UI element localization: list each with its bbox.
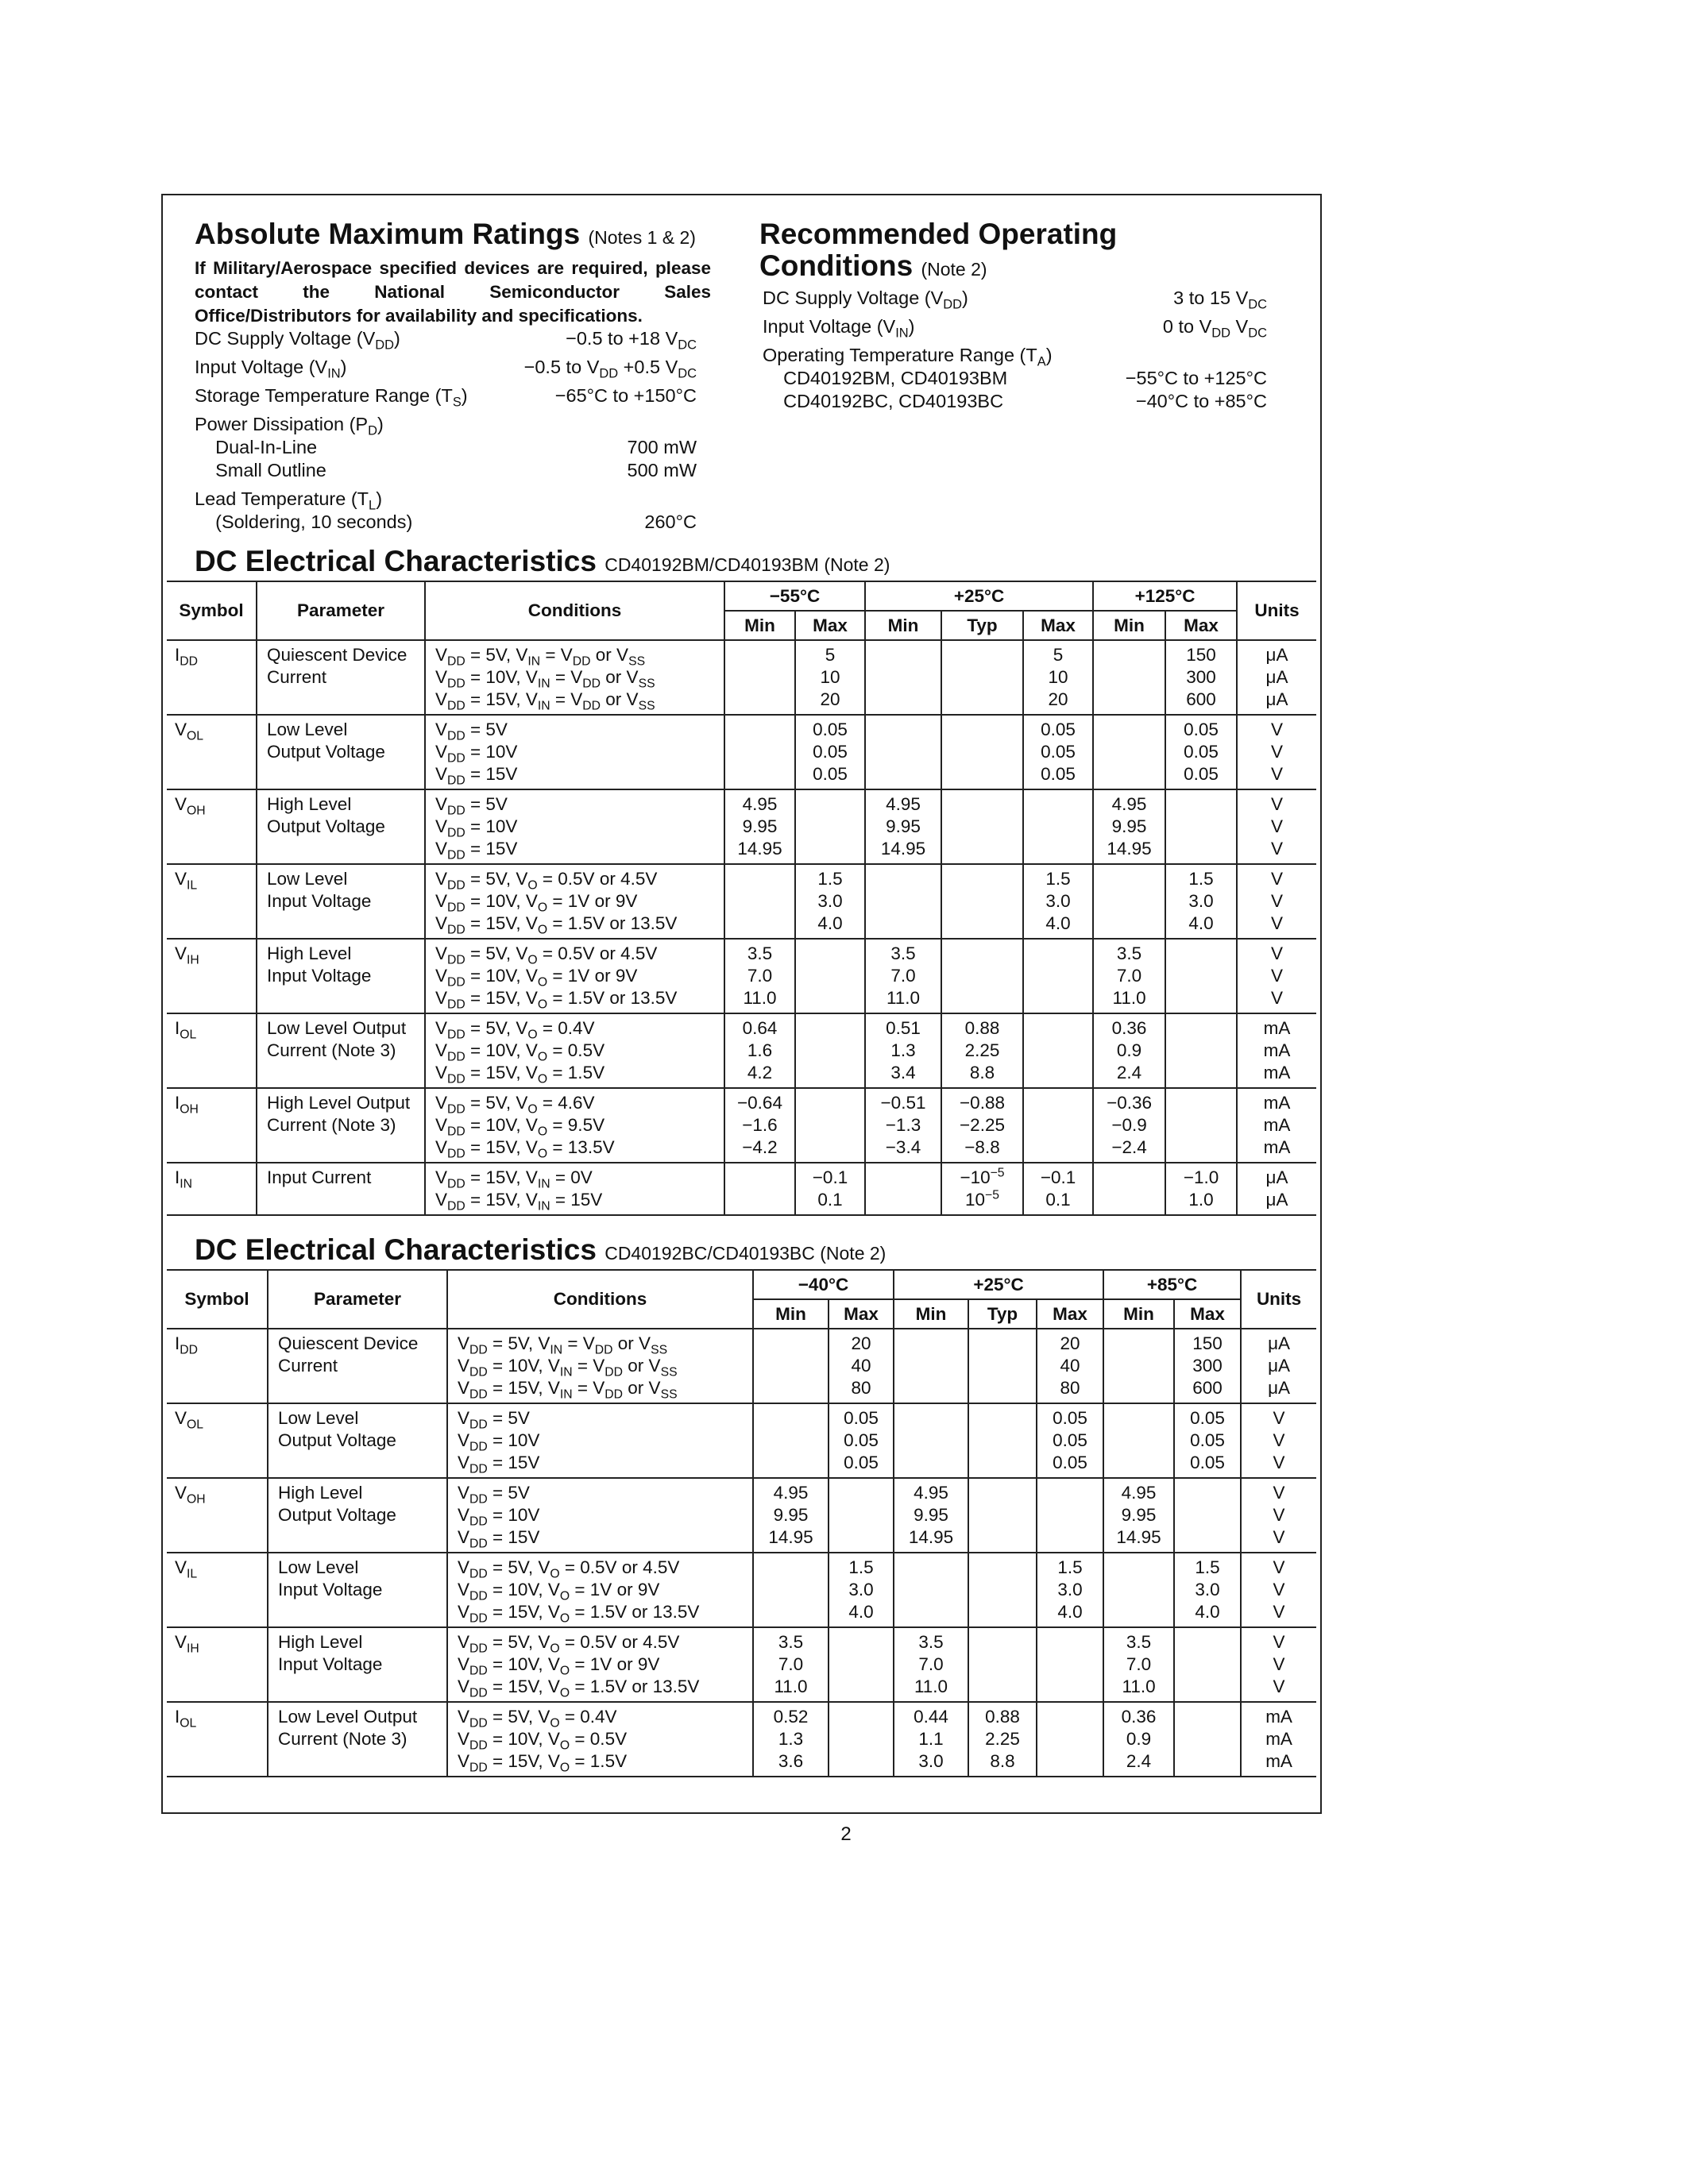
col-units: Units [1237, 581, 1316, 640]
value-cell: 1.5 3.0 4.0 [795, 864, 865, 939]
spec-label: Input Voltage $(V_{IN})$ [195, 357, 347, 381]
table-row [167, 1403, 1316, 1478]
symbol-cell: $I_{OL}$ [167, 1702, 268, 1777]
value-cell [894, 1329, 968, 1403]
symbol-cell: $V_{OH}$ [167, 1478, 268, 1553]
col-max: Max [829, 1299, 894, 1329]
value-cell [795, 939, 865, 1013]
dc-bc-table [167, 1269, 1316, 1777]
value-cell: −0.1 0.1 [795, 1163, 865, 1215]
col-conditions: Conditions [425, 581, 724, 640]
value-cell: −0.36 −0.9 −2.4 [1093, 1088, 1165, 1163]
value-cell: 4.95 9.95 14.95 [1093, 789, 1165, 864]
table-row [167, 715, 1316, 789]
value-cell [941, 640, 1023, 715]
value-cell [941, 939, 1023, 1013]
abs-max-note: (Notes 1 & 2) [588, 227, 696, 248]
spec-label: Dual-In-Line [195, 437, 318, 457]
spec-label: Small Outline [195, 460, 326, 480]
value-cell: 0.36 0.9 2.4 [1103, 1702, 1174, 1777]
spec-value: 0 to $V_{DD}$ $V_{DC}$ [1162, 316, 1267, 341]
page-number: 2 [840, 1823, 852, 1845]
col-parameter: Parameter [268, 1270, 447, 1329]
value-cell: 1.5 3.0 4.0 [1165, 864, 1237, 939]
parameter-cell: Low Level Output Voltage [268, 1403, 447, 1478]
col-temp-3: +85°C [1103, 1270, 1241, 1299]
value-cell: 3.5 7.0 11.0 [724, 939, 795, 1013]
rec-op-title-line1: Recommended Operating [759, 218, 1118, 250]
value-cell: 1.5 3.0 4.0 [1174, 1553, 1241, 1627]
spec-value: 260°C [644, 511, 697, 532]
dc-bm-title [195, 546, 890, 581]
value-cell [968, 1329, 1037, 1403]
value-cell: 150 300 600 [1174, 1329, 1241, 1403]
value-cell: 3.5 7.0 11.0 [1093, 939, 1165, 1013]
value-cell [1093, 1163, 1165, 1215]
value-cell: 0.44 1.1 3.0 [894, 1702, 968, 1777]
conditions-cell: $V_{DD} = 5V$, $V_{IN} = V_{DD}$ or $V_{SS}$ $V_{DD} = 10V$, $V_{IN} = V_{DD}$ or $V_{SS}$ $V_{DD} = 15V$, $V_{IN} = V_{DD}$ or $V_{SS}$ [425, 640, 724, 715]
value-cell: 0.51 1.3 3.4 [865, 1013, 941, 1088]
value-cell [724, 1163, 795, 1215]
value-cell [1037, 1627, 1103, 1702]
col-min: Min [894, 1299, 968, 1329]
value-cell [1023, 1013, 1093, 1088]
rec-op-note: (Note 2) [921, 259, 987, 280]
units-cell: V V V [1237, 789, 1316, 864]
value-cell [1037, 1478, 1103, 1553]
value-cell [1165, 1088, 1237, 1163]
parameter-cell: High Level Output Voltage [257, 789, 425, 864]
spec-label: Storage Temperature Range $(T_S)$ [195, 385, 468, 410]
col-units: Units [1241, 1270, 1316, 1329]
units-cell: V V V [1237, 864, 1316, 939]
value-cell [795, 1088, 865, 1163]
parameter-cell: Low Level Output Current (Note 3) [268, 1702, 447, 1777]
spec-value: −0.5 to $V_{DD} +0.5$ $V_{DC}$ [523, 357, 697, 381]
value-cell: 150 300 600 [1165, 640, 1237, 715]
value-cell [1023, 1088, 1093, 1163]
value-cell: 1.5 3.0 4.0 [1037, 1553, 1103, 1627]
value-cell [968, 1478, 1037, 1553]
col-min: Min [753, 1299, 829, 1329]
rec-op-title-line2 [759, 250, 987, 285]
units-cell: mA mA mA [1237, 1013, 1316, 1088]
units-cell: μA μA [1237, 1163, 1316, 1215]
value-cell: 0.52 1.3 3.6 [753, 1702, 829, 1777]
table-row [167, 640, 1316, 715]
value-cell [1165, 1013, 1237, 1088]
value-cell [1103, 1553, 1174, 1627]
col-parameter: Parameter [257, 581, 425, 640]
symbol-cell: $I_{DD}$ [167, 640, 257, 715]
value-cell: −0.64 −1.6 −4.2 [724, 1088, 795, 1163]
value-cell [865, 1163, 941, 1215]
value-cell: 20 40 80 [829, 1329, 894, 1403]
symbol-cell: $V_{IL}$ [167, 864, 257, 939]
value-cell: 3.5 7.0 11.0 [865, 939, 941, 1013]
parameter-cell: High Level Input Voltage [257, 939, 425, 1013]
symbol-cell: $V_{OL}$ [167, 715, 257, 789]
dc-bm-title-text: DC Electrical Characteristics [195, 545, 597, 577]
col-symbol: Symbol [167, 581, 257, 640]
spec-label: Input Voltage $(V_{IN})$ [763, 316, 915, 341]
value-cell: −0.1 0.1 [1023, 1163, 1093, 1215]
table-row [167, 1013, 1316, 1088]
value-cell [724, 715, 795, 789]
value-cell [829, 1702, 894, 1777]
value-cell [865, 640, 941, 715]
table-row [167, 1553, 1316, 1627]
rec-op-title-text: Conditions [759, 249, 914, 282]
spec-value: −65°C to +150°C [554, 385, 697, 406]
conditions-cell: $V_{DD} = 5V$, $V_O = 0.5V$ or 4.5V $V_{DD} = 10V$, $V_O = 1V$ or 9V $V_{DD} = 15V$, $V_O = 1.5V$ or 13.5V [425, 939, 724, 1013]
spec-value: 500 mW [627, 460, 697, 480]
value-cell: 3.5 7.0 11.0 [1103, 1627, 1174, 1702]
conditions-cell: $V_{DD} = 5V$ $V_{DD} = 10V$ $V_{DD} = 15V$ [447, 1403, 753, 1478]
conditions-cell: $V_{DD} = 5V$ $V_{DD} = 10V$ $V_{DD} = 15V$ [425, 715, 724, 789]
value-cell: $-10^{-5}$ $10^{-5}$ [941, 1163, 1023, 1215]
value-cell [795, 1013, 865, 1088]
conditions-cell: $V_{DD} = 5V$ $V_{DD} = 10V$ $V_{DD} = 15V$ [425, 789, 724, 864]
value-cell [1165, 789, 1237, 864]
units-cell: V V V [1237, 939, 1316, 1013]
spec-label: CD40192BM, CD40193BM [763, 368, 1008, 388]
value-cell: 5 10 20 [795, 640, 865, 715]
parameter-cell: Low Level Output Voltage [257, 715, 425, 789]
value-cell [1037, 1702, 1103, 1777]
col-max: Max [1037, 1299, 1103, 1329]
col-symbol: Symbol [167, 1270, 268, 1329]
value-cell [1174, 1702, 1241, 1777]
col-max: Max [795, 611, 865, 640]
value-cell: 20 40 80 [1037, 1329, 1103, 1403]
abs-max-title [195, 218, 696, 253]
units-cell: V V V [1237, 715, 1316, 789]
conditions-cell: $V_{DD} = 5V$ $V_{DD} = 10V$ $V_{DD} = 15V$ [447, 1478, 753, 1553]
col-min: Min [865, 611, 941, 640]
value-cell: 0.36 0.9 2.4 [1093, 1013, 1165, 1088]
table-row [167, 1163, 1316, 1215]
parameter-cell: Low Level Output Current (Note 3) [257, 1013, 425, 1088]
value-cell [1103, 1329, 1174, 1403]
value-cell [829, 1478, 894, 1553]
value-cell: 1.5 3.0 4.0 [829, 1553, 894, 1627]
dc-bc-subtitle: CD40192BC/CD40193BC (Note 2) [605, 1243, 886, 1264]
value-cell: 0.05 0.05 0.05 [1037, 1403, 1103, 1478]
value-cell [753, 1329, 829, 1403]
units-cell: μA μA μA [1237, 640, 1316, 715]
value-cell: 1.5 3.0 4.0 [1023, 864, 1093, 939]
value-cell: 0.05 0.05 0.05 [1174, 1403, 1241, 1478]
value-cell: 0.88 2.25 8.8 [968, 1702, 1037, 1777]
value-cell [1023, 789, 1093, 864]
value-cell [1093, 640, 1165, 715]
abs-max-warning: If Military/Aerospace specified devices are required, please contact the National Semiconductor Sales Office/Distributors for availability and specifications. [195, 258, 711, 326]
value-cell: 0.05 0.05 0.05 [1023, 715, 1093, 789]
value-cell: 0.05 0.05 0.05 [829, 1403, 894, 1478]
spec-label: DC Supply Voltage $(V_{DD})$ [763, 287, 968, 312]
value-cell [1174, 1478, 1241, 1553]
value-cell [968, 1627, 1037, 1702]
conditions-cell: $V_{DD} = 5V$, $V_O = 0.4V$ $V_{DD} = 10V$, $V_O = 0.5V$ $V_{DD} = 15V$, $V_O = 1.5V$ [447, 1702, 753, 1777]
value-cell: 4.95 9.95 14.95 [1103, 1478, 1174, 1553]
symbol-cell: $I_{DD}$ [167, 1329, 268, 1403]
conditions-cell: $V_{DD} = 5V$, $V_O = 0.4V$ $V_{DD} = 10V$, $V_O = 0.5V$ $V_{DD} = 15V$, $V_O = 1.5V$ [425, 1013, 724, 1088]
symbol-cell: $I_{OH}$ [167, 1088, 257, 1163]
value-cell: 0.88 2.25 8.8 [941, 1013, 1023, 1088]
parameter-cell: Low Level Input Voltage [268, 1553, 447, 1627]
col-min: Min [1103, 1299, 1174, 1329]
table-row [167, 864, 1316, 939]
col-conditions: Conditions [447, 1270, 753, 1329]
value-cell [724, 864, 795, 939]
units-cell: V V V [1241, 1478, 1316, 1553]
value-cell [829, 1627, 894, 1702]
dc-bm-subtitle: CD40192BM/CD40193BM (Note 2) [605, 554, 890, 575]
col-temp-2: +25°C [894, 1270, 1103, 1299]
value-cell: −0.51 −1.3 −3.4 [865, 1088, 941, 1163]
col-temp-2: +25°C [865, 581, 1093, 611]
value-cell [753, 1553, 829, 1627]
spec-value: −40°C to +85°C [1135, 391, 1267, 411]
conditions-cell: $V_{DD} = 5V$, $V_O = 0.5V$ or 4.5V $V_{DD} = 10V$, $V_O = 1V$ or 9V $V_{DD} = 15V$, $V_O = 1.5V$ or 13.5V [425, 864, 724, 939]
value-cell [941, 715, 1023, 789]
spec-value: −0.5 to +18 $V_{DC}$ [566, 328, 697, 353]
col-min: Min [724, 611, 795, 640]
value-cell [1093, 715, 1165, 789]
spec-label: Lead Temperature $(T_L)$ [195, 488, 383, 513]
col-min: Min [1093, 611, 1165, 640]
spec-label: Power Dissipation $(P_D)$ [195, 414, 384, 438]
spec-value: −55°C to +125°C [1125, 368, 1267, 388]
col-max: Max [1023, 611, 1093, 640]
value-cell: 4.95 9.95 14.95 [865, 789, 941, 864]
value-cell: 0.05 0.05 0.05 [795, 715, 865, 789]
parameter-cell: Quiescent Device Current [268, 1329, 447, 1403]
table-row [167, 1627, 1316, 1702]
parameter-cell: Input Current [257, 1163, 425, 1215]
value-cell [968, 1403, 1037, 1478]
value-cell [1093, 864, 1165, 939]
value-cell [941, 789, 1023, 864]
value-cell [724, 640, 795, 715]
col-temp-3: +125°C [1093, 581, 1237, 611]
conditions-cell: $V_{DD} = 5V$, $V_{IN} = V_{DD}$ or $V_{SS}$ $V_{DD} = 10V$, $V_{IN} = V_{DD}$ or $V_{SS}$ $V_{DD} = 15V$, $V_{IN} = V_{DD}$ or $V_{SS}$ [447, 1329, 753, 1403]
units-cell: V V V [1241, 1627, 1316, 1702]
units-cell: mA mA mA [1241, 1702, 1316, 1777]
conditions-cell: $V_{DD} = 5V$, $V_O = 0.5V$ or 4.5V $V_{DD} = 10V$, $V_O = 1V$ or 9V $V_{DD} = 15V$, $V_O = 1.5V$ or 13.5V [447, 1553, 753, 1627]
dc-bc-title [195, 1234, 886, 1269]
value-cell: 4.95 9.95 14.95 [753, 1478, 829, 1553]
parameter-cell: High Level Output Current (Note 3) [257, 1088, 425, 1163]
value-cell: 0.05 0.05 0.05 [1165, 715, 1237, 789]
value-cell [968, 1553, 1037, 1627]
value-cell [941, 864, 1023, 939]
value-cell [1103, 1403, 1174, 1478]
value-cell [1023, 939, 1093, 1013]
col-temp-1: −40°C [753, 1270, 894, 1299]
table-row [167, 939, 1316, 1013]
symbol-cell: $V_{IL}$ [167, 1553, 268, 1627]
value-cell [1174, 1627, 1241, 1702]
spec-value: 3 to 15 $V_{DC}$ [1173, 287, 1267, 312]
col-max: Max [1165, 611, 1237, 640]
value-cell: −0.88 −2.25 −8.8 [941, 1088, 1023, 1163]
conditions-cell: $V_{DD} = 5V$, $V_O = 4.6V$ $V_{DD} = 10V$, $V_O = 9.5V$ $V_{DD} = 15V$, $V_O = 13.5V$ [425, 1088, 724, 1163]
value-cell: 3.5 7.0 11.0 [894, 1627, 968, 1702]
value-cell [753, 1403, 829, 1478]
table-row [167, 1702, 1316, 1777]
value-cell: 3.5 7.0 11.0 [753, 1627, 829, 1702]
value-cell [795, 789, 865, 864]
table-row [167, 1088, 1316, 1163]
units-cell: V V V [1241, 1403, 1316, 1478]
symbol-cell: $V_{IH}$ [167, 1627, 268, 1702]
col-typ: Typ [968, 1299, 1037, 1329]
symbol-cell: $V_{IH}$ [167, 939, 257, 1013]
table-row [167, 1329, 1316, 1403]
parameter-cell: Low Level Input Voltage [257, 864, 425, 939]
spec-label: CD40192BC, CD40193BC [763, 391, 1004, 411]
table-row [167, 789, 1316, 864]
symbol-cell: $V_{OL}$ [167, 1403, 268, 1478]
value-cell [1165, 939, 1237, 1013]
parameter-cell: High Level Output Voltage [268, 1478, 447, 1553]
col-temp-1: −55°C [724, 581, 865, 611]
symbol-cell: $V_{OH}$ [167, 789, 257, 864]
parameter-cell: Quiescent Device Current [257, 640, 425, 715]
value-cell: 4.95 9.95 14.95 [894, 1478, 968, 1553]
conditions-cell: $V_{DD} = 5V$, $V_O = 0.5V$ or 4.5V $V_{DD} = 10V$, $V_O = 1V$ or 9V $V_{DD} = 15V$, $V_O = 1.5V$ or 13.5V [447, 1627, 753, 1702]
col-typ: Typ [941, 611, 1023, 640]
col-max: Max [1174, 1299, 1241, 1329]
parameter-cell: High Level Input Voltage [268, 1627, 447, 1702]
dc-bc-title-text: DC Electrical Characteristics [195, 1233, 597, 1266]
symbol-cell: $I_{OL}$ [167, 1013, 257, 1088]
value-cell [894, 1403, 968, 1478]
value-cell [865, 715, 941, 789]
units-cell: μA μA μA [1241, 1329, 1316, 1403]
value-cell [894, 1553, 968, 1627]
value-cell: −1.0 1.0 [1165, 1163, 1237, 1215]
units-cell: V V V [1241, 1553, 1316, 1627]
spec-label: DC Supply Voltage $(V_{DD})$ [195, 328, 400, 353]
value-cell: 5 10 20 [1023, 640, 1093, 715]
spec-value: 700 mW [627, 437, 697, 457]
spec-label: Operating Temperature Range $(T_A)$ [763, 345, 1053, 369]
value-cell: 0.64 1.6 4.2 [724, 1013, 795, 1088]
dc-bm-table [167, 581, 1316, 1216]
value-cell [865, 864, 941, 939]
abs-max-title-text: Absolute Maximum Ratings [195, 218, 581, 250]
symbol-cell: $I_{IN}$ [167, 1163, 257, 1215]
value-cell: 4.95 9.95 14.95 [724, 789, 795, 864]
conditions-cell: $V_{DD} = 15V$, $V_{IN} = 0V$ $V_{DD} = 15V$, $V_{IN} = 15V$ [425, 1163, 724, 1215]
spec-label: (Soldering, 10 seconds) [195, 511, 413, 532]
units-cell: mA mA mA [1237, 1088, 1316, 1163]
table-row [167, 1478, 1316, 1553]
